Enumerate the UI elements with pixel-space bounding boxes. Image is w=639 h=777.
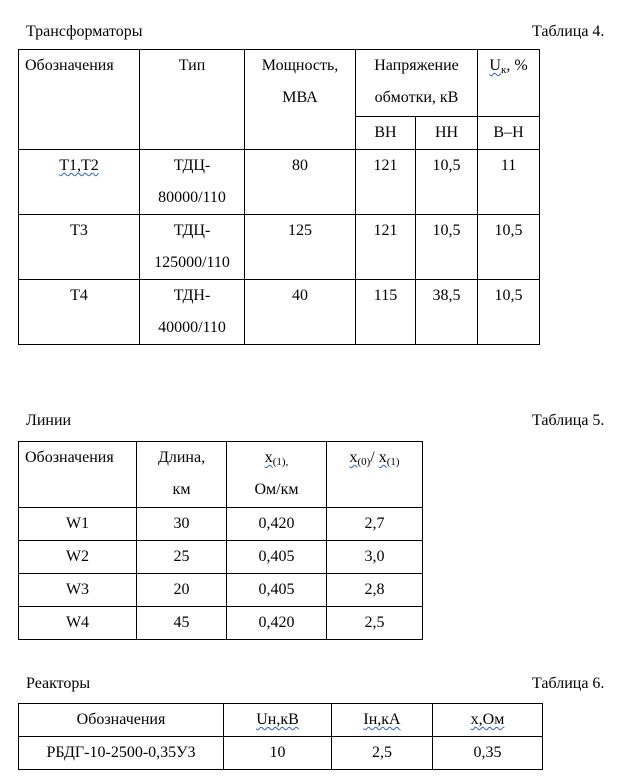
cell-ratio: 2,5 [327, 607, 423, 640]
cell-length: 30 [137, 508, 227, 541]
cell-type [140, 150, 245, 215]
cell-name-text: Т1,Т2 [59, 157, 99, 174]
table-row [19, 541, 423, 574]
table-row [19, 607, 423, 640]
cell-length: 20 [137, 574, 227, 607]
header-un-text: Uн,кВ [256, 711, 299, 728]
cell-uk: 11 [478, 150, 540, 215]
header-ratio-sub-a: (0) [357, 456, 371, 468]
table-row [19, 150, 540, 215]
header-length [137, 442, 227, 508]
header-uk-unit: , % [506, 57, 528, 74]
cell-in: 2,5 [332, 737, 433, 770]
table6-caption: Реакторы [26, 675, 91, 692]
cell-type-line1: ТДЦ- [173, 157, 211, 174]
cell-length: 25 [137, 541, 227, 574]
header-ratio-sep: / [370, 449, 379, 466]
reactors-table [18, 703, 543, 770]
cell-type-line2: 125000/110 [154, 254, 230, 271]
table-row [19, 215, 540, 280]
header-length-line2: км [172, 481, 191, 498]
header-power-line2: МВА [282, 89, 318, 106]
cell-name: Т3 [19, 215, 140, 280]
cell-vn: 121 [356, 215, 416, 280]
header-x1-unit: Ом/км [254, 481, 299, 498]
header-uk [478, 50, 540, 117]
cell-ratio: 2,7 [327, 508, 423, 541]
header-x1 [227, 442, 327, 508]
table4-caption: Трансформаторы [26, 23, 143, 40]
cell-type-line1: ТДН- [173, 287, 211, 304]
cell-name: W4 [19, 607, 137, 640]
cell-x1: 0,405 [227, 574, 327, 607]
table5-number: Таблица 5. [532, 412, 605, 429]
cell-power: 125 [245, 215, 356, 280]
cell-vn: 121 [356, 150, 416, 215]
header-vn-nn: В–Н [478, 117, 540, 150]
header-power [245, 50, 356, 150]
transformers-table [18, 49, 540, 345]
cell-nn: 10,5 [416, 215, 478, 280]
cell-type-line1: ТДЦ- [173, 222, 211, 239]
cell-un: 10 [224, 737, 332, 770]
header-designation: Обозначения [19, 704, 224, 737]
header-nn: НН [416, 117, 478, 150]
cell-length: 45 [137, 607, 227, 640]
header-designation: Обозначения [19, 442, 137, 508]
table-row [19, 737, 543, 770]
table-row [19, 508, 423, 541]
cell-power: 40 [245, 280, 356, 345]
cell-power: 80 [245, 150, 356, 215]
table5-caption: Линии [26, 412, 72, 429]
cell-x1: 0,420 [227, 607, 327, 640]
cell-type-line2: 80000/110 [158, 189, 226, 206]
cell-type-line2: 40000/110 [158, 319, 226, 336]
cell-nn: 38,5 [416, 280, 478, 345]
header-type: Тип [140, 50, 245, 150]
header-in [332, 704, 433, 737]
header-x-text: x,Ом [470, 711, 505, 728]
header-ratio-sub-b: (1) [386, 456, 400, 468]
cell-name [19, 150, 140, 215]
cell-type [140, 215, 245, 280]
header-x [433, 704, 543, 737]
header-ratio [327, 442, 423, 508]
header-x1-base: x [264, 449, 273, 466]
cell-ratio: 3,0 [327, 541, 423, 574]
header-power-line1: Мощность, [261, 57, 339, 74]
header-vn: ВН [356, 117, 416, 150]
cell-x1: 0,405 [227, 541, 327, 574]
header-voltage-line2: обмотки, кВ [374, 89, 459, 106]
cell-ratio: 2,8 [327, 574, 423, 607]
header-x1-sub: (1), [272, 456, 289, 468]
cell-name: W2 [19, 541, 137, 574]
header-in-text: Iн,кА [363, 711, 401, 728]
table-row [19, 574, 423, 607]
header-uk-sub: к [500, 64, 507, 76]
cell-vn: 115 [356, 280, 416, 345]
header-un [224, 704, 332, 737]
header-voltage [356, 50, 478, 117]
cell-x: 0,35 [433, 737, 543, 770]
cell-nn: 10,5 [416, 150, 478, 215]
cell-name: W3 [19, 574, 137, 607]
cell-type [140, 280, 245, 345]
table-row [19, 280, 540, 345]
cell-uk: 10,5 [478, 215, 540, 280]
cell-uk: 10,5 [478, 280, 540, 345]
cell-name: РБДГ-10-2500-0,35У3 [19, 737, 224, 770]
header-voltage-line1: Напряжение [374, 57, 459, 74]
cell-name: Т4 [19, 280, 140, 345]
table4-number: Таблица 4. [532, 23, 605, 40]
cell-name: W1 [19, 508, 137, 541]
header-ratio-base-a: x [349, 449, 358, 466]
header-length-line1: Длина, [157, 449, 206, 466]
lines-table [18, 441, 423, 640]
table6-number: Таблица 6. [532, 675, 605, 692]
header-uk-base: U [489, 57, 501, 74]
header-designation: Обозначения [19, 50, 140, 150]
cell-x1: 0,420 [227, 508, 327, 541]
header-ratio-base-b: x [378, 449, 387, 466]
